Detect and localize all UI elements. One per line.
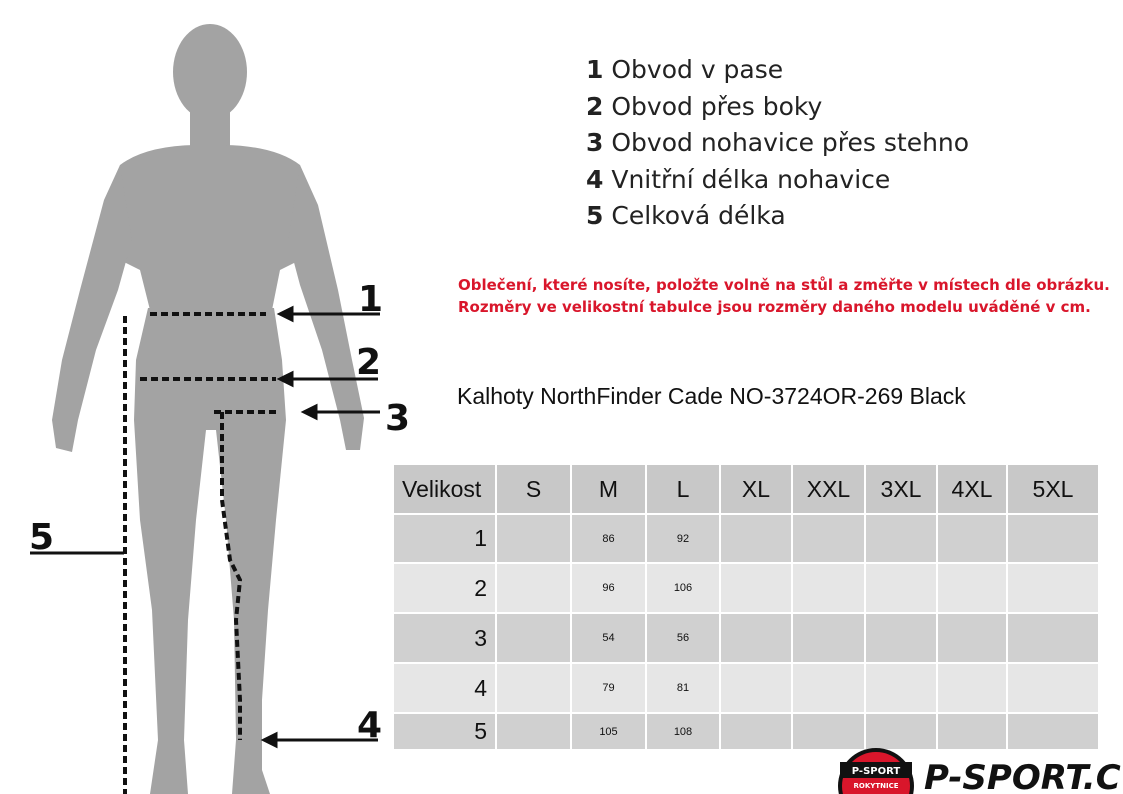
column-header: XL: [720, 464, 792, 514]
legend-label: Obvod přes boky: [611, 91, 823, 121]
table-cell: [937, 713, 1007, 750]
table-cell: [792, 713, 865, 750]
table-cell: [792, 563, 865, 613]
marker-3: 3: [385, 398, 411, 439]
table-cell: [792, 613, 865, 663]
table-cell: [720, 663, 792, 713]
table-cell: [792, 663, 865, 713]
logo-badge-top: P-SPORT: [851, 766, 901, 777]
legend-number: 5: [586, 201, 604, 231]
column-header: M: [571, 464, 646, 514]
table-cell: [937, 563, 1007, 613]
logo-badge-bottom: ROKYTNICE: [853, 782, 899, 790]
table-cell: [1007, 663, 1099, 713]
marker-5: 5: [29, 517, 55, 558]
legend-item: [586, 52, 969, 89]
table-cell: 108: [646, 713, 720, 750]
table-cell: [937, 663, 1007, 713]
size-table: [392, 463, 1100, 751]
legend-label: Celková délka: [611, 201, 786, 231]
table-cell: [792, 514, 865, 563]
column-header: 4XL: [937, 464, 1007, 514]
legend-number: 2: [586, 91, 604, 121]
row-label: 2: [393, 563, 496, 613]
table-cell: 56: [646, 613, 720, 663]
table-row: [393, 663, 1099, 713]
p-sport-logo[interactable]: [838, 748, 1123, 794]
legend-number: 3: [586, 128, 604, 158]
instruction-line: Oblečení, které nosíte, položte volně na stůl a změřte v místech dle obrázku.: [458, 276, 1110, 294]
marker-4: 4: [357, 705, 383, 746]
table-cell: [496, 563, 571, 613]
column-header: L: [646, 464, 720, 514]
instruction-line: Rozměry ve velikostní tabulce jsou rozměry daného modelu uváděné v cm.: [458, 298, 1091, 316]
table-cell: 79: [571, 663, 646, 713]
measuring-instructions: [458, 274, 1110, 318]
table-cell: [496, 713, 571, 750]
table-cell: [865, 663, 937, 713]
table-cell: 54: [571, 613, 646, 663]
table-cell: [1007, 563, 1099, 613]
legend-item: [586, 162, 969, 199]
row-label: 4: [393, 663, 496, 713]
table-cell: [720, 613, 792, 663]
marker-2: 2: [356, 342, 382, 383]
table-row: [393, 563, 1099, 613]
product-title: Kalhoty NorthFinder Cade NO-3724OR-269 Black: [457, 383, 966, 409]
table-cell: [937, 613, 1007, 663]
legend-item: [586, 125, 969, 162]
table-cell: 92: [646, 514, 720, 563]
table-header-row: [393, 464, 1099, 514]
legend-label: Obvod v pase: [611, 55, 784, 84]
legend-item: [586, 89, 969, 126]
legend-label: Vnitřní délka nohavice: [611, 164, 891, 194]
table-cell: 86: [571, 514, 646, 563]
table-row: [393, 514, 1099, 563]
table-cell: [720, 514, 792, 563]
body-measurement-figure: [0, 0, 460, 794]
table-cell: [865, 713, 937, 750]
table-cell: [865, 514, 937, 563]
table-cell: [496, 663, 571, 713]
table-cell: [496, 613, 571, 663]
table-cell: [937, 514, 1007, 563]
column-header: 5XL: [1007, 464, 1099, 514]
column-header: S: [496, 464, 571, 514]
row-label: 3: [393, 613, 496, 663]
table-cell: 96: [571, 563, 646, 613]
column-header: 3XL: [865, 464, 937, 514]
table-cell: [1007, 514, 1099, 563]
table-cell: [865, 613, 937, 663]
table-row: [393, 613, 1099, 663]
logo-wordmark: P-SPORT.C: [924, 758, 1121, 794]
legend-item: [586, 198, 969, 235]
row-label: 5: [393, 713, 496, 750]
table-cell: [720, 563, 792, 613]
table-cell: 106: [646, 563, 720, 613]
measurement-legend: [586, 52, 969, 235]
marker-1: 1: [358, 279, 384, 320]
table-cell: [1007, 713, 1099, 750]
legend-number: 1: [586, 55, 604, 84]
legend-label: Obvod nohavice přes stehno: [611, 128, 970, 158]
table-row: [393, 713, 1099, 750]
table-cell: [720, 713, 792, 750]
row-label: 1: [393, 514, 496, 563]
table-cell: [865, 563, 937, 613]
column-header: Velikost: [393, 464, 496, 514]
table-cell: 81: [646, 663, 720, 713]
table-cell: 105: [571, 713, 646, 750]
table-cell: [496, 514, 571, 563]
column-header: XXL: [792, 464, 865, 514]
table-cell: [1007, 613, 1099, 663]
legend-number: 4: [586, 164, 604, 194]
